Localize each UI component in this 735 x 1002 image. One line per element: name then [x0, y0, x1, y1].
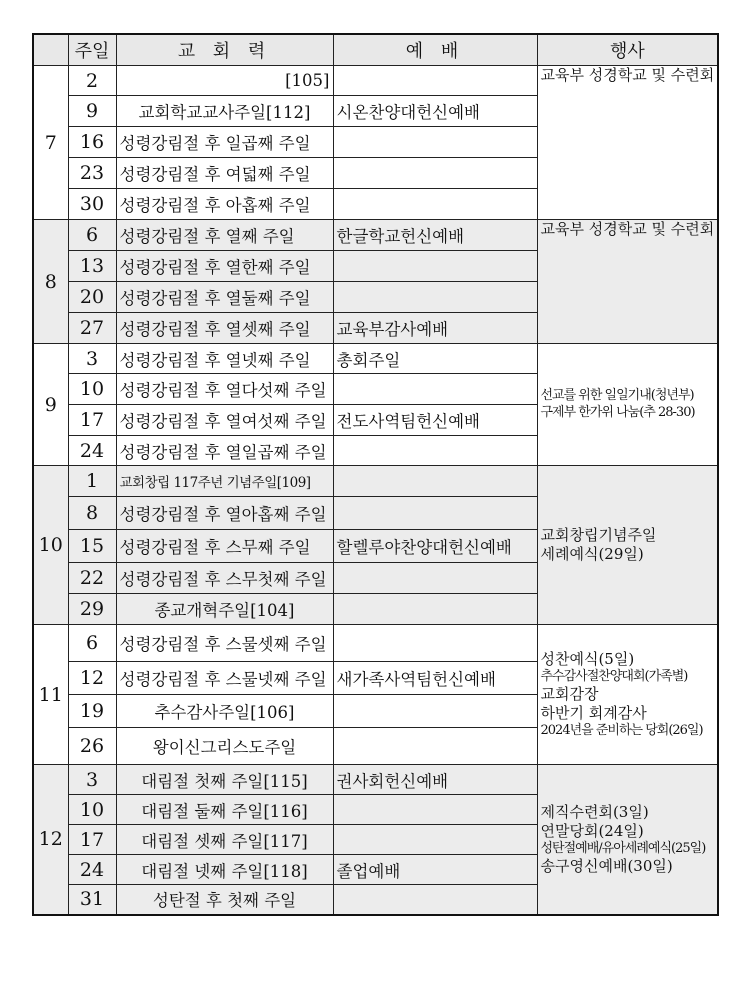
event-line: 추수감사절찬양대회(가족별) [540, 668, 688, 684]
liturgical-calendar-cell: 성탄절 후 첫째 주일 [116, 885, 333, 915]
table-row [33, 625, 718, 662]
sunday-date-cell: 23 [68, 158, 116, 189]
events-cell [537, 765, 718, 915]
sunday-date-cell: 24 [68, 855, 116, 885]
table-row [33, 220, 718, 251]
worship-cell [333, 885, 537, 915]
worship-cell [333, 374, 537, 405]
liturgical-calendar-cell: 성령강림절 후 여덟째 주일 [116, 158, 333, 189]
worship-cell: 졸업예배 [333, 855, 537, 885]
event-line: 교육부 성경학교 및 수련회 [540, 66, 715, 84]
liturgical-calendar-cell: 성령강림절 후 열째 주일 [116, 220, 333, 251]
event-line: 교회창립기념주일 [540, 526, 657, 545]
month-cell: 10 [33, 466, 68, 625]
sunday-date-cell: 27 [68, 313, 116, 344]
sunday-date-cell: 8 [68, 497, 116, 530]
sunday-date-cell: 16 [68, 127, 116, 158]
liturgical-calendar-cell: 성령강림절 후 스무째 주일 [116, 530, 333, 563]
worship-cell: 한글학교헌신예배 [333, 220, 537, 251]
liturgical-calendar-cell: [105] [116, 66, 333, 96]
events-cell [537, 466, 718, 625]
liturgical-calendar-cell: 성령강림절 후 스무첫째 주일 [116, 563, 333, 594]
event-line: 교육부 성경학교 및 수련회 [540, 220, 715, 238]
table-row [33, 66, 718, 96]
sunday-date-cell: 13 [68, 251, 116, 282]
worship-cell: 총회주일 [333, 344, 537, 374]
event-line: 구제부 한가위 나눔(추 28-30) [540, 404, 695, 420]
header-week: 주일 [68, 34, 116, 66]
sunday-date-cell: 3 [68, 765, 116, 795]
event-line: 성탄절예배/유아세례예식(25일) [540, 840, 706, 856]
liturgical-calendar-cell: 성령강림절 후 열다섯째 주일 [116, 374, 333, 405]
worship-cell: 전도사역팀헌신예배 [333, 405, 537, 436]
liturgical-calendar-cell: 성령강림절 후 열한째 주일 [116, 251, 333, 282]
calendar-body [33, 66, 718, 915]
header-row [33, 34, 718, 66]
liturgical-calendar-cell: 대림절 셋째 주일[117] [116, 825, 333, 855]
liturgical-calendar-cell: 대림절 첫째 주일[115] [116, 765, 333, 795]
worship-cell [333, 497, 537, 530]
table-row [33, 344, 718, 374]
header-events: 행사 [537, 34, 718, 66]
sunday-date-cell: 9 [68, 96, 116, 127]
liturgical-calendar-cell: 성령강림절 후 열넷째 주일 [116, 344, 333, 374]
events-cell [537, 220, 718, 344]
liturgical-calendar-cell: 성령강림절 후 일곱째 주일 [116, 127, 333, 158]
events-cell [537, 625, 718, 765]
liturgical-calendar-cell: 종교개혁주일[104] [116, 594, 333, 625]
worship-cell [333, 127, 537, 158]
liturgical-calendar-cell: 성령강림절 후 아홉째 주일 [116, 189, 333, 220]
events-cell [537, 344, 718, 466]
liturgical-calendar-cell: 대림절 둘째 주일[116] [116, 795, 333, 825]
sunday-date-cell: 3 [68, 344, 116, 374]
month-cell: 9 [33, 344, 68, 466]
worship-cell: 시온찬양대헌신예배 [333, 96, 537, 127]
liturgical-calendar-cell: 성령강림절 후 스물셋째 주일 [116, 625, 333, 662]
event-line: 연말당회(24일) [540, 821, 644, 840]
worship-cell [333, 695, 537, 728]
events-cell [537, 66, 718, 220]
sunday-date-cell: 1 [68, 466, 116, 497]
worship-cell [333, 158, 537, 189]
event-line: 송구영신예배(30일) [540, 856, 673, 875]
worship-cell: 권사회헌신예배 [333, 765, 537, 795]
worship-cell [333, 625, 537, 662]
liturgical-calendar-cell: 교회창립 117주년 기념주일[109] [116, 466, 333, 497]
header-worship: 예 배 [333, 34, 537, 66]
event-line: 세례예식(29일) [540, 545, 644, 563]
sunday-date-cell: 10 [68, 795, 116, 825]
liturgical-calendar-cell: 교회학교교사주일[112] [116, 96, 333, 127]
month-cell: 11 [33, 625, 68, 765]
header-blank [33, 34, 68, 66]
worship-cell: 할렐루야찬양대헌신예배 [333, 530, 537, 563]
event-line: 하반기 회계감사 [540, 703, 647, 722]
liturgical-calendar-cell: 성령강림절 후 열여섯째 주일 [116, 405, 333, 436]
liturgical-calendar-cell: 성령강림절 후 열셋째 주일 [116, 313, 333, 344]
worship-cell: 교육부감사예배 [333, 313, 537, 344]
worship-cell [333, 825, 537, 855]
worship-cell [333, 251, 537, 282]
worship-cell [333, 66, 537, 96]
worship-cell: 새가족사역팀헌신예배 [333, 662, 537, 695]
sunday-date-cell: 6 [68, 220, 116, 251]
liturgical-calendar-cell: 대림절 넷째 주일[118] [116, 855, 333, 885]
sunday-date-cell: 20 [68, 282, 116, 313]
sunday-date-cell: 30 [68, 189, 116, 220]
sunday-date-cell: 12 [68, 662, 116, 695]
month-cell: 7 [33, 66, 68, 220]
sunday-date-cell: 17 [68, 405, 116, 436]
liturgical-calendar-cell: 추수감사주일[106] [116, 695, 333, 728]
liturgical-calendar-cell: 왕이신그리스도주일 [116, 728, 333, 765]
worship-cell [333, 466, 537, 497]
worship-cell [333, 563, 537, 594]
sunday-date-cell: 6 [68, 625, 116, 662]
sunday-date-cell: 15 [68, 530, 116, 563]
table-row [33, 466, 718, 497]
liturgical-calendar-cell: 성령강림절 후 열일곱째 주일 [116, 436, 333, 466]
event-line: 제직수련회(3일) [540, 803, 649, 821]
event-line: 성찬예식(5일) [540, 650, 635, 669]
table-row [33, 765, 718, 795]
sunday-date-cell: 29 [68, 594, 116, 625]
sunday-date-cell: 10 [68, 374, 116, 405]
sunday-date-cell: 2 [68, 66, 116, 96]
sunday-date-cell: 17 [68, 825, 116, 855]
event-line: 교회감장 [540, 685, 599, 704]
sunday-date-cell: 31 [68, 885, 116, 915]
liturgical-calendar-cell: 성령강림절 후 열둘째 주일 [116, 282, 333, 313]
event-line: 2024년을 준비하는 당회(26일) [540, 722, 703, 738]
month-cell: 8 [33, 220, 68, 344]
event-line: 선교를 위한 일일기내(청년부) [540, 388, 694, 404]
worship-cell [333, 728, 537, 765]
sunday-date-cell: 19 [68, 695, 116, 728]
sunday-date-cell: 26 [68, 728, 116, 765]
liturgical-calendar-cell: 성령강림절 후 열아홉째 주일 [116, 497, 333, 530]
sunday-date-cell: 24 [68, 436, 116, 466]
month-cell: 12 [33, 765, 68, 915]
worship-cell [333, 795, 537, 825]
worship-cell [333, 594, 537, 625]
worship-cell [333, 189, 537, 220]
header-calendar: 교 회 력 [116, 34, 333, 66]
worship-cell [333, 436, 537, 466]
sunday-date-cell: 22 [68, 563, 116, 594]
worship-cell [333, 282, 537, 313]
church-calendar-table [32, 33, 719, 916]
liturgical-calendar-cell: 성령강림절 후 스물넷째 주일 [116, 662, 333, 695]
